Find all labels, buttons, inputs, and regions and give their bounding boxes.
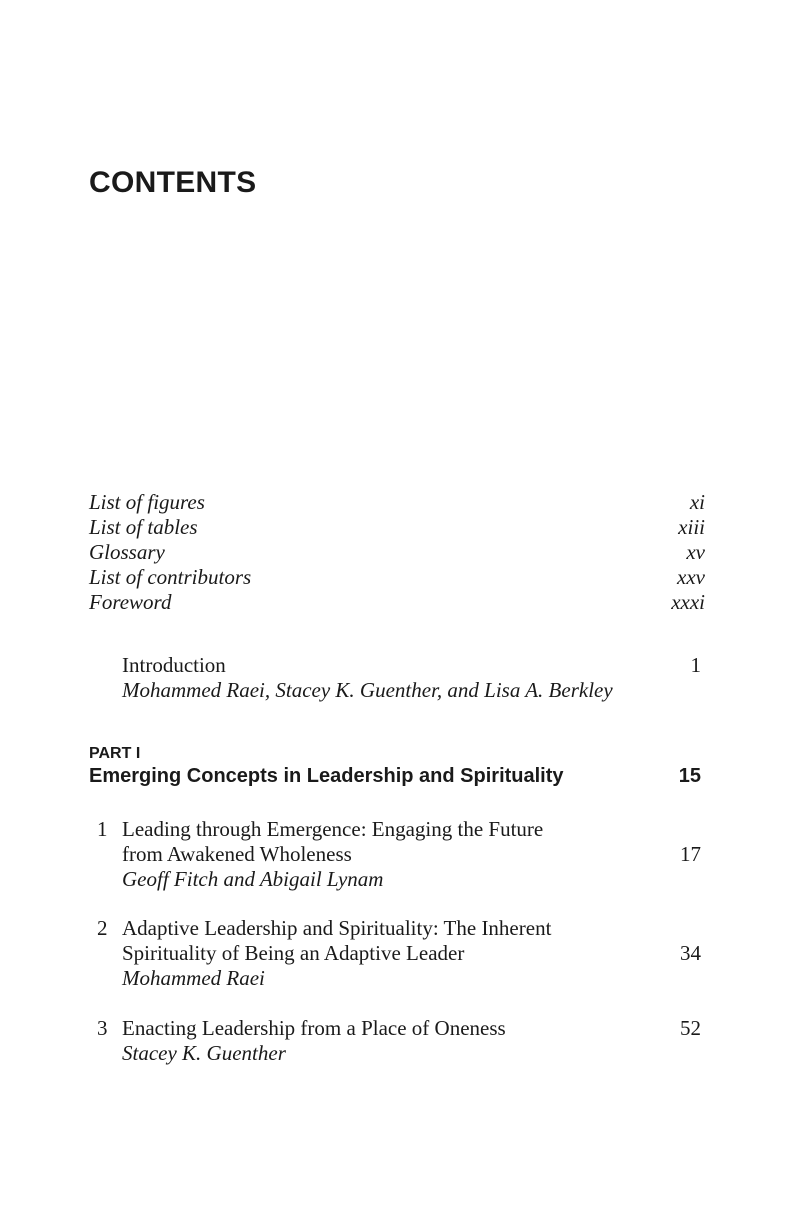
toc-entry-page: 34 xyxy=(680,941,701,965)
toc-entry-list-of-contributors[interactable] xyxy=(89,565,705,590)
part-page: 15 xyxy=(678,765,701,787)
toc-entry-page: 1 xyxy=(690,653,701,677)
toc-entry-title: List of contributors xyxy=(89,565,252,589)
page-title: CONTENTS xyxy=(89,166,257,199)
toc-entry-list-of-figures[interactable] xyxy=(89,490,705,515)
toc-entry-introduction[interactable]: Introduction xyxy=(122,653,226,677)
chapter-number: 3 xyxy=(97,1016,108,1040)
toc-entry-page: 17 xyxy=(680,842,701,866)
chapter-1-authors: Geoff Fitch and Abigail Lynam xyxy=(122,867,384,891)
chapter-1-title-cont[interactable]: from Awakened Wholeness xyxy=(122,842,352,866)
toc-entry-title: List of tables xyxy=(89,515,198,539)
toc-entry-authors: Mohammed Raei, Stacey K. Guenther, and Lisa A. Berkley xyxy=(122,678,613,702)
toc-entry-glossary[interactable] xyxy=(89,540,705,565)
chapter-1-title[interactable]: Leading through Emergence: Engaging the Future xyxy=(122,817,544,841)
toc-entry-page: xxv xyxy=(677,565,705,589)
toc-entry-title: Glossary xyxy=(89,540,165,564)
toc-entry-page: xv xyxy=(686,540,705,564)
chapter-2-title[interactable]: Adaptive Leadership and Spirituality: The Inherent xyxy=(122,916,552,940)
toc-entry-title: List of figures xyxy=(89,490,205,514)
toc-entry-foreword[interactable] xyxy=(89,590,705,615)
toc-entry-page: xxxi xyxy=(671,590,705,614)
chapter-number: 1 xyxy=(97,817,108,841)
part-label: PART I xyxy=(89,745,141,762)
toc-entry-page: 52 xyxy=(680,1016,701,1040)
chapter-3-authors: Stacey K. Guenther xyxy=(122,1041,286,1065)
toc-entry-title: Foreword xyxy=(89,590,172,614)
chapter-2-title-cont[interactable]: Spirituality of Being an Adaptive Leader xyxy=(122,941,465,965)
chapter-number: 2 xyxy=(97,916,108,940)
chapter-2-authors: Mohammed Raei xyxy=(122,966,265,990)
chapter-3-title[interactable]: Enacting Leadership from a Place of Oneness xyxy=(122,1016,506,1040)
toc-entry-page: xiii xyxy=(678,515,705,539)
toc-entry-page: xi xyxy=(689,490,705,514)
part-title[interactable]: Emerging Concepts in Leadership and Spirituality xyxy=(89,765,564,787)
toc-entry-list-of-tables[interactable] xyxy=(89,515,705,540)
